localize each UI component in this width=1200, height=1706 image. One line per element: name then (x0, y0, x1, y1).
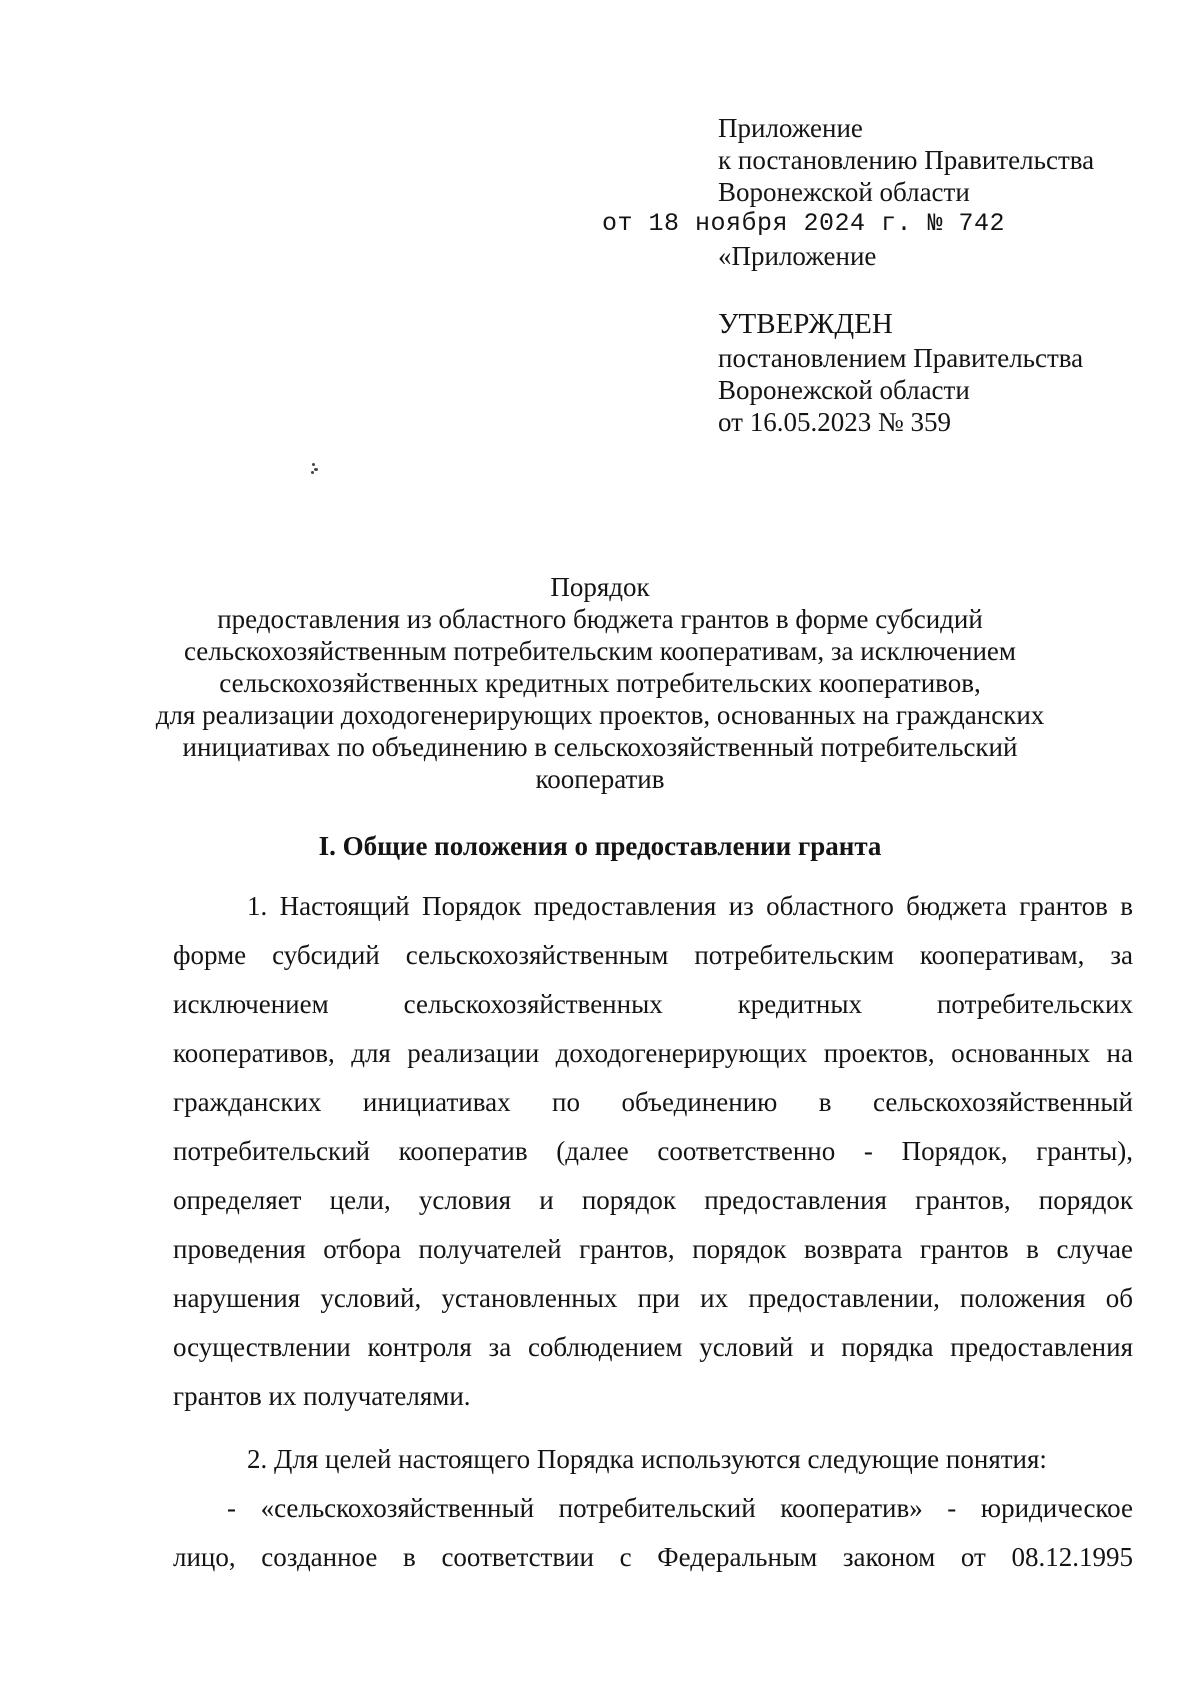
approved-block (718, 307, 1158, 438)
paragraph-line: лицо, созданное в соответствии с Федеральным законом от 08.12.1995 (173, 1542, 1133, 1572)
scan-speck (310, 462, 320, 476)
approved-heading: УТВЕРЖДЕН (718, 308, 893, 340)
title-line: предоставления из областного бюджета грантов в форме субсидий (217, 604, 983, 634)
title-line: сельскохозяйственным потребительским кооперативам, за исключением (183, 636, 1016, 666)
appendix-resolution-ref: к постановлению Правительства (718, 145, 1095, 175)
section-heading: I. Общие положения о предоставлении гранта (318, 831, 882, 861)
paragraph-line: определяет цели, условия и порядок предоставления грантов, порядок (173, 1185, 1133, 1215)
paragraph-line: гражданских инициативах по объединению в сельскохозяйственный (173, 1087, 1133, 1117)
appendix-quoted-label: «Приложение (718, 241, 877, 271)
appendix-header (602, 112, 1158, 272)
paragraph-line: форме субсидий сельскохозяйственным потребительским кооперативам, за (173, 940, 1133, 970)
appendix-date-number: от 18 ноября 2024 г. № 742 (602, 209, 1006, 238)
paragraph-2 (173, 1435, 1133, 1582)
paragraph-line: нарушения условий, установленных при их предоставлении, положения об (173, 1283, 1133, 1313)
paragraph-line: 2. Для целей настоящего Порядка используются следующие понятия: (247, 1444, 1047, 1474)
paragraph-line: потребительский кооператив (далее соответственно - Порядок, гранты), (173, 1136, 1133, 1166)
paragraph-line: грантов их получателями. (173, 1381, 471, 1411)
paragraph-line: 1. Настоящий Порядок предоставления из областного бюджета грантов в (247, 891, 1133, 921)
paragraph-line: кооперативов, для реализации доходогенерирующих проектов, основанных на (173, 1038, 1133, 1068)
paragraph-line: - «сельскохозяйственный потребительский кооператив» - юридическое (227, 1493, 1133, 1523)
title-line: Порядок (550, 572, 650, 602)
approved-region: Воронежской области (718, 375, 970, 405)
paragraph-line: исключением сельскохозяйственных кредитных потребительских (173, 989, 1133, 1019)
approved-resolution-ref: постановлением Правительства (718, 343, 1084, 373)
paragraph-line: осуществлении контроля за соблюдением условий и порядка предоставления (173, 1332, 1133, 1362)
title-line: для реализации доходогенерирующих проектов, основанных на гражданских (155, 700, 1045, 730)
appendix-region: Воронежской области (718, 177, 970, 207)
title-line: сельскохозяйственных кредитных потребительских кооперативов, (219, 668, 981, 698)
document-title (150, 571, 1050, 795)
title-line: кооператив (535, 764, 665, 794)
approved-date-number: от 16.05.2023 № 359 (718, 407, 951, 437)
paragraph-1 (173, 882, 1133, 1421)
paragraph-line: проведения отбора получателей грантов, порядок возврата грантов в случае (173, 1234, 1133, 1264)
title-line: инициативах по объединению в сельскохозяйственный потребительский (182, 732, 1018, 762)
appendix-label: Приложение (718, 113, 863, 143)
